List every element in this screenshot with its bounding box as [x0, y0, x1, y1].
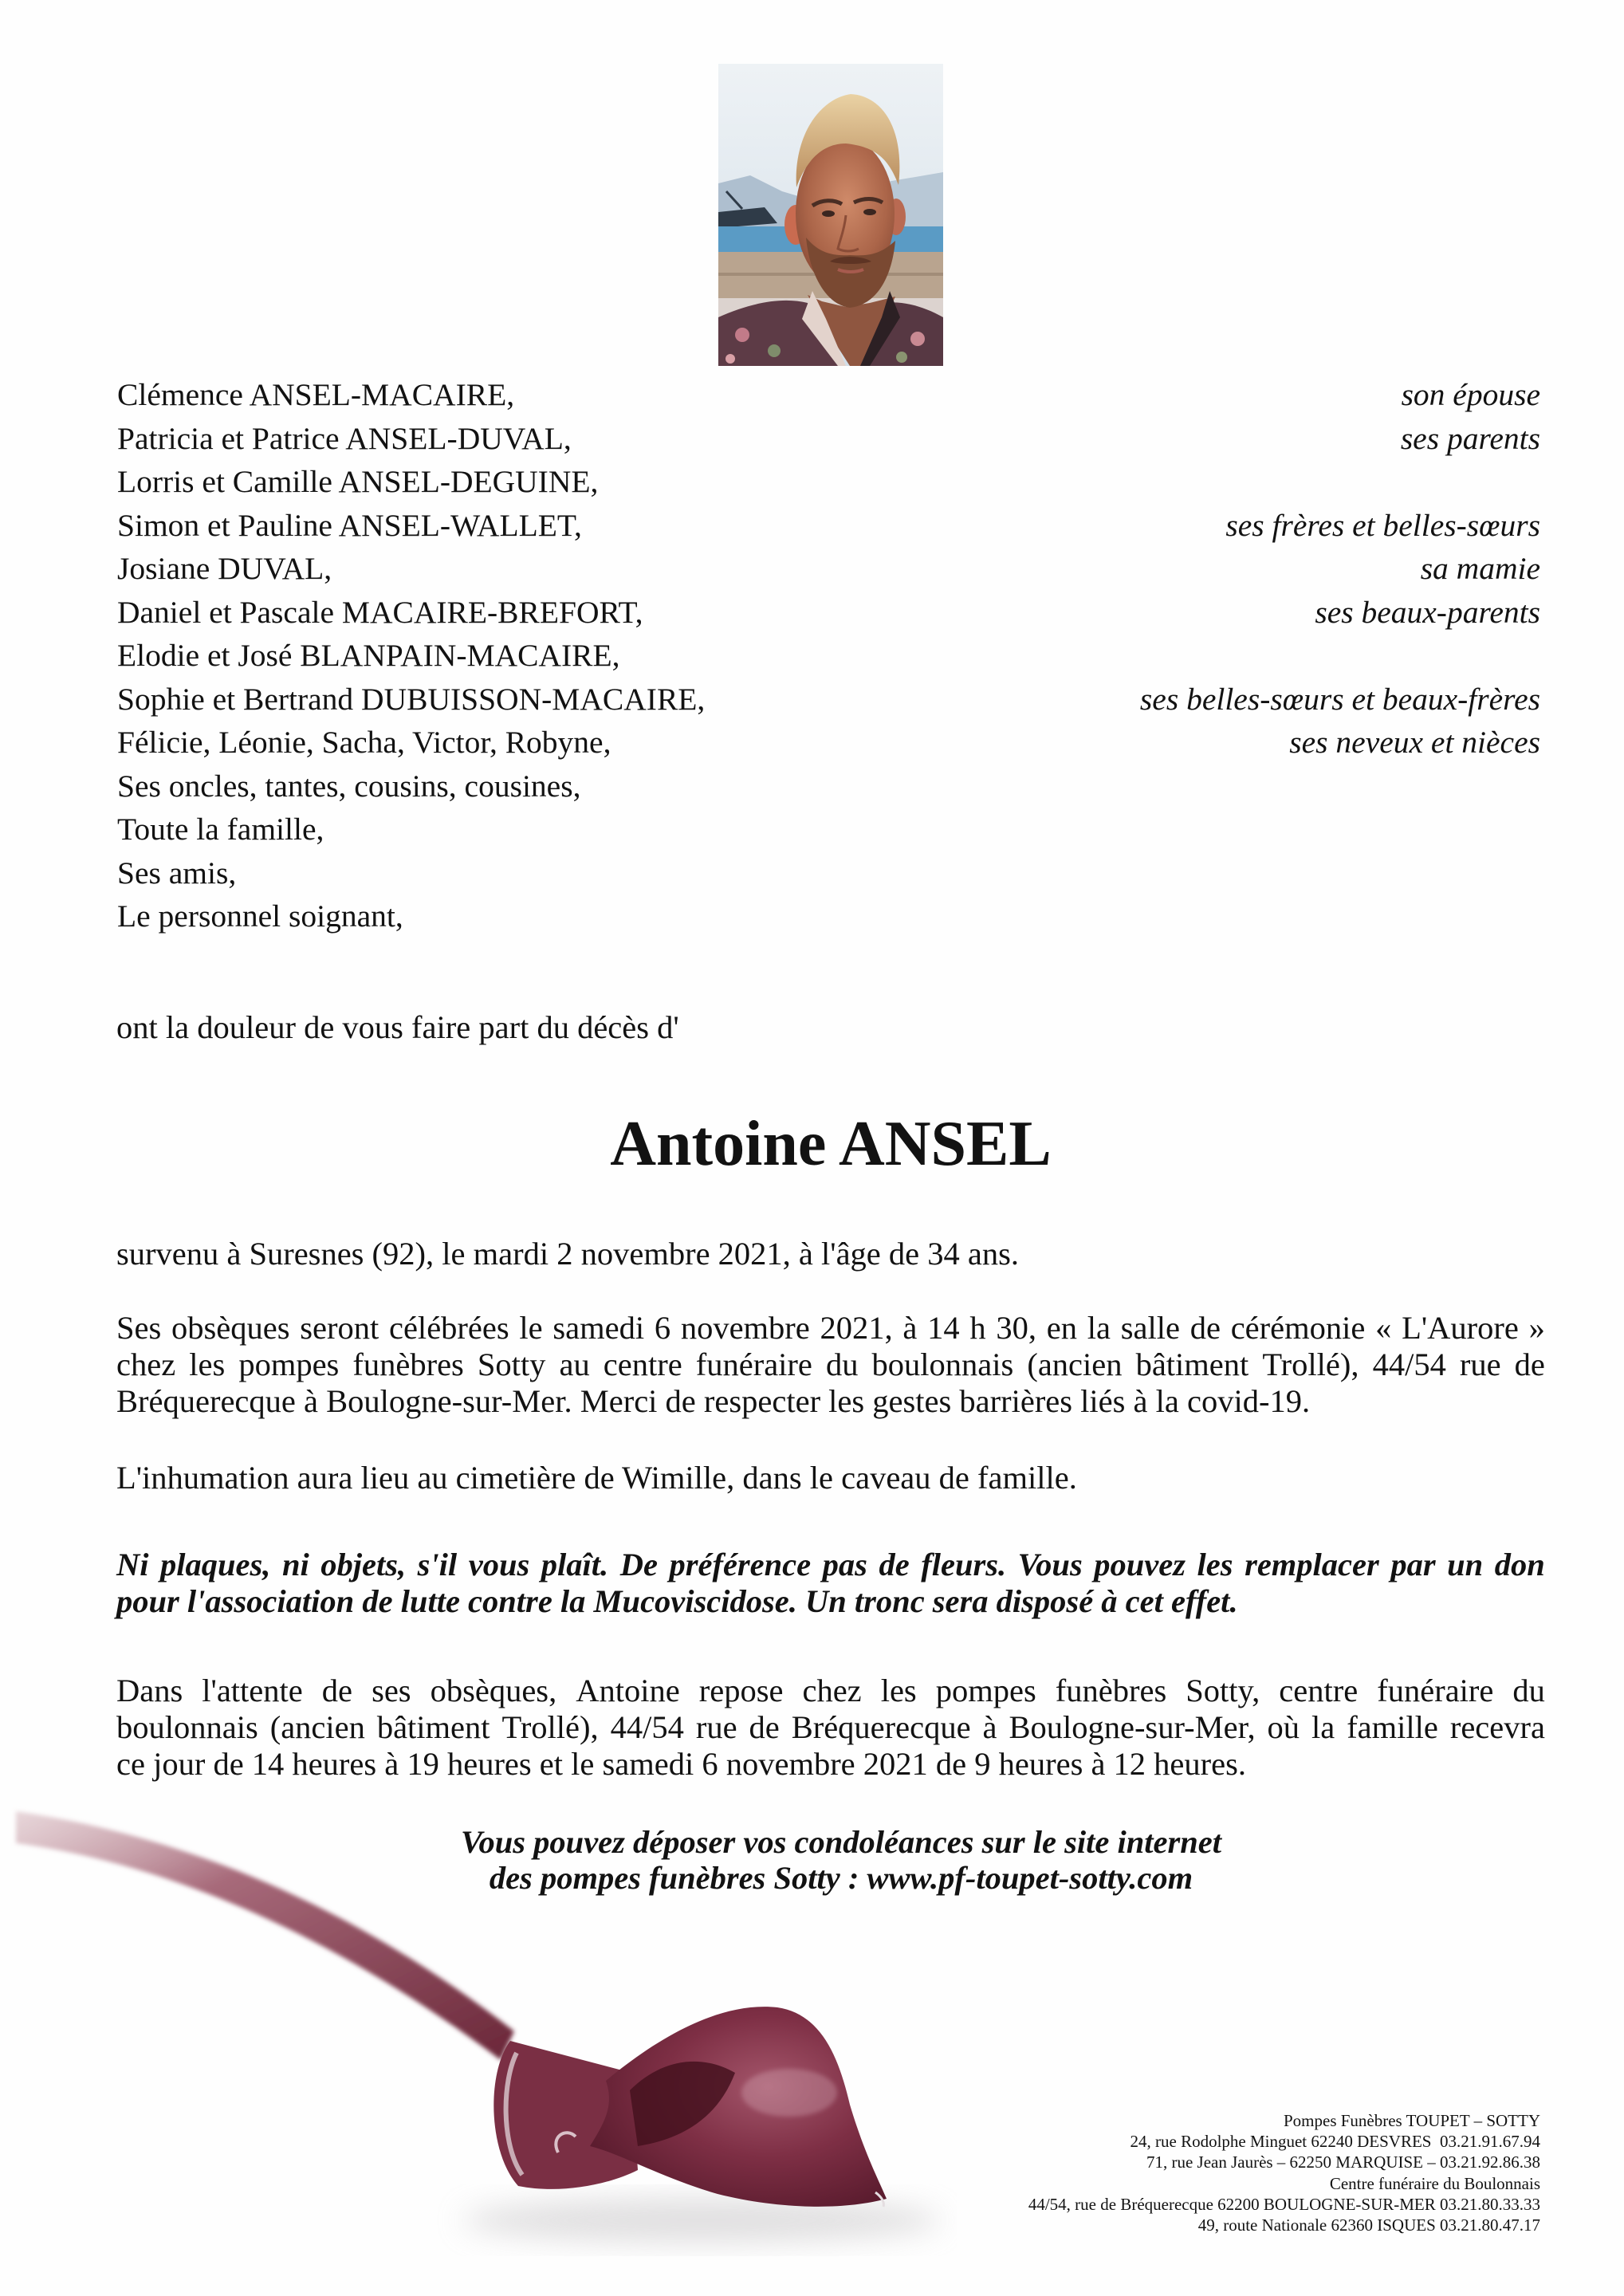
word: bâtiment	[376, 1709, 490, 1745]
family-name: Ses amis,	[117, 855, 237, 890]
portrait-photo	[718, 64, 943, 366]
family-name: Lorris et Camille ANSEL-DEGUINE,	[117, 464, 599, 499]
word: de	[879, 1547, 910, 1582]
family-name: Le personnel soignant,	[117, 898, 403, 934]
word: fleurs.	[921, 1547, 1007, 1582]
word: L'Aurore	[1402, 1310, 1519, 1346]
funeral-line	[116, 1310, 1545, 1347]
word: par	[1390, 1547, 1436, 1582]
word: l'attente	[202, 1673, 303, 1708]
word: chez	[116, 1347, 176, 1382]
word: pompes	[935, 1673, 1036, 1708]
family-name: Josiane DUVAL,	[117, 551, 332, 586]
word: »	[1528, 1310, 1545, 1346]
word: Ses	[116, 1310, 162, 1346]
word: obsèques,	[430, 1673, 557, 1708]
word: où	[1267, 1709, 1300, 1745]
word: objets,	[320, 1547, 407, 1582]
word: 6	[654, 1310, 671, 1346]
word: (ancien	[1027, 1347, 1123, 1382]
word: la	[1087, 1310, 1111, 1346]
funeral-line	[116, 1347, 1545, 1383]
family-row	[117, 547, 1540, 591]
funeral-home-address: 71, rue Jean Jaurès – 62250 MARQUISE – 03.21.92.86.38	[1146, 2152, 1540, 2172]
word: préférence	[669, 1547, 812, 1582]
word: célébrées	[388, 1310, 509, 1346]
funeral-home-address: 49, route Nationale 62360 ISQUES 03.21.80.47.17	[1197, 2215, 1540, 2235]
word: Bréquerecque	[791, 1709, 971, 1745]
family-row	[117, 851, 1540, 895]
word: Trollé),	[501, 1709, 599, 1745]
word: bâtiment	[1135, 1347, 1249, 1382]
word: Antoine	[576, 1673, 680, 1708]
word: plaques,	[160, 1547, 271, 1582]
word: 44/54	[610, 1709, 684, 1745]
family-name: Daniel et Pascale MACAIRE-BREFORT,	[117, 594, 643, 630]
word: 44/54	[1372, 1347, 1446, 1382]
family-row	[117, 634, 1540, 678]
family-row	[117, 417, 1540, 461]
word: salle	[1120, 1310, 1180, 1346]
funeral-paragraph	[116, 1310, 1545, 1420]
funeral-home-address: 44/54, rue de Bréquerecque 62200 BOULOGNE-SUR-MER 03.21.80.33.33	[1028, 2194, 1540, 2214]
family-relation: son épouse	[1401, 377, 1540, 412]
word: famille	[1347, 1709, 1438, 1745]
word: funéraire	[1377, 1673, 1494, 1708]
word: le	[519, 1310, 543, 1346]
funeral-center-name: Centre funéraire du Boulonnais	[1329, 2173, 1540, 2193]
family-relation: ses neveux et nièces	[1289, 725, 1540, 760]
family-name: Patricia et Patrice ANSEL-DUVAL,	[117, 420, 572, 456]
word: à	[902, 1310, 918, 1346]
word: 14	[927, 1310, 960, 1346]
word: Dans	[116, 1673, 183, 1708]
wishes-line: pour l'association de lutte contre la Mucoviscidose. Un tronc sera disposé à cet effet.	[116, 1583, 1238, 1619]
word: pompes	[238, 1347, 340, 1382]
death-notice-text: survenu à Suresnes (92), le mardi 2 novembre 2021, à l'âge de 34 ans.	[116, 1236, 1019, 1272]
visitation-line	[116, 1709, 1545, 1746]
word: Vous	[1017, 1547, 1083, 1582]
word: don	[1494, 1547, 1545, 1582]
funeral-home-name: Pompes Funèbres TOUPET – SOTTY	[1283, 2111, 1540, 2130]
word: pouvez	[1094, 1547, 1186, 1582]
family-relation: sa mamie	[1420, 551, 1540, 586]
word: centre	[603, 1347, 682, 1382]
word: un	[1447, 1547, 1484, 1582]
family-relation: ses frères et belles-sœurs	[1225, 507, 1540, 543]
word: rue	[1459, 1347, 1501, 1382]
word: samedi	[552, 1310, 645, 1346]
wishes-line	[116, 1547, 1545, 1583]
word: en	[1046, 1310, 1077, 1346]
word: h	[969, 1310, 986, 1346]
word: remplacer	[1245, 1547, 1379, 1582]
family-row	[117, 765, 1540, 808]
burial-text: L'inhumation aura lieu au cimetière de Wimille, dans le caveau de famille.	[116, 1460, 1077, 1496]
word: les	[880, 1673, 917, 1708]
word: (ancien	[269, 1709, 365, 1745]
word: De	[619, 1547, 658, 1582]
family-row	[117, 808, 1540, 851]
word: ses	[372, 1673, 411, 1708]
flower-shadow	[462, 2198, 941, 2243]
funeral-home-address: 24, rue Rodolphe Minguet 62240 DESVRES 03.21.91.67.94	[1130, 2132, 1540, 2152]
family-row	[117, 721, 1540, 765]
word: rue	[695, 1709, 737, 1745]
word: la	[1311, 1709, 1335, 1745]
family-name: Félicie, Léonie, Sacha, Victor, Robyne,	[117, 725, 611, 760]
word: centre	[1279, 1673, 1359, 1708]
family-name: Sophie et Bertrand DUBUISSON-MACAIRE,	[117, 681, 706, 717]
word: de	[321, 1673, 353, 1708]
word: Ni	[116, 1547, 149, 1582]
word: chez	[802, 1673, 862, 1708]
word: boulonnais	[116, 1709, 258, 1745]
death-notice	[116, 1236, 1545, 1272]
family-relation: ses beaux-parents	[1315, 594, 1540, 630]
visitation-line	[116, 1673, 1545, 1709]
family-row	[117, 678, 1540, 721]
portrait-image	[718, 64, 943, 366]
word: de	[1514, 1347, 1545, 1382]
word: à	[982, 1709, 997, 1745]
word: ni	[281, 1547, 309, 1582]
family-row	[117, 460, 1540, 504]
word: novembre	[680, 1310, 810, 1346]
funeral-line: Bréquerecque à Boulogne-sur-Mer. Merci de respecter les gestes barrières liés à la covid-19.	[116, 1383, 1311, 1419]
word: Trollé),	[1262, 1347, 1359, 1382]
family-list	[117, 373, 1540, 938]
word: funèbres	[1055, 1673, 1167, 1708]
word: recevra	[1449, 1709, 1545, 1745]
word: 2021,	[820, 1310, 893, 1346]
family-relation: ses belles-sœurs et beaux-frères	[1139, 681, 1540, 717]
family-name: Ses oncles, tantes, cousins, cousines,	[117, 768, 581, 804]
family-row	[117, 894, 1540, 938]
family-name: Elodie et José BLANPAIN-MACAIRE,	[117, 638, 620, 673]
word: de	[1189, 1310, 1221, 1346]
deceased-name: Antoine ANSEL	[610, 1109, 1052, 1179]
word: funéraire	[695, 1347, 812, 1382]
condolences-line: des pompes funèbres Sotty : www.pf-toupet-sotty.com	[489, 1860, 1193, 1896]
word: repose	[698, 1673, 784, 1708]
funeral-home-contacts	[1028, 2110, 1540, 2235]
word: les	[189, 1347, 226, 1382]
announcement-text: ont la douleur de vous faire part du décès d'	[116, 1009, 679, 1045]
word: cérémonie	[1230, 1310, 1366, 1346]
word: Sotty	[477, 1347, 546, 1382]
word: Boulogne-sur-Mer,	[1009, 1709, 1256, 1745]
visitation-paragraph	[116, 1673, 1545, 1783]
word: au	[559, 1347, 590, 1382]
word: de	[749, 1709, 780, 1745]
word: 30,	[996, 1310, 1037, 1346]
word: Sotty,	[1186, 1673, 1260, 1708]
condolences-line: Vous pouvez déposer vos condoléances sur le site internet	[460, 1824, 1221, 1860]
word: seront	[300, 1310, 379, 1346]
word: du	[825, 1347, 859, 1382]
word: «	[1375, 1310, 1392, 1346]
word: plaît.	[541, 1547, 609, 1582]
visitation-line: ce jour de 14 heures à 19 heures et le samedi 6 novembre 2021 de 9 heures à 12 heures.	[116, 1746, 1247, 1782]
family-row	[117, 504, 1540, 548]
condolences-notice	[116, 1824, 1566, 1896]
word: boulonnais	[871, 1347, 1014, 1382]
burial-paragraph	[116, 1460, 1545, 1496]
family-relation: ses parents	[1400, 420, 1540, 456]
wishes-paragraph	[116, 1547, 1545, 1620]
family-name: Simon et Pauline ANSEL-WALLET,	[117, 507, 582, 543]
family-name: Toute la famille,	[117, 812, 324, 847]
word: du	[1512, 1673, 1545, 1708]
family-row	[117, 373, 1540, 417]
word: les	[1197, 1547, 1233, 1582]
family-name: Clémence ANSEL-MACAIRE,	[117, 377, 515, 412]
word: funèbres	[352, 1347, 464, 1382]
word: obsèques	[171, 1310, 290, 1346]
word: pas	[822, 1547, 867, 1582]
announcement	[116, 1009, 1545, 1046]
family-row	[117, 591, 1540, 635]
word: vous	[468, 1547, 530, 1582]
word: s'il	[417, 1547, 458, 1582]
